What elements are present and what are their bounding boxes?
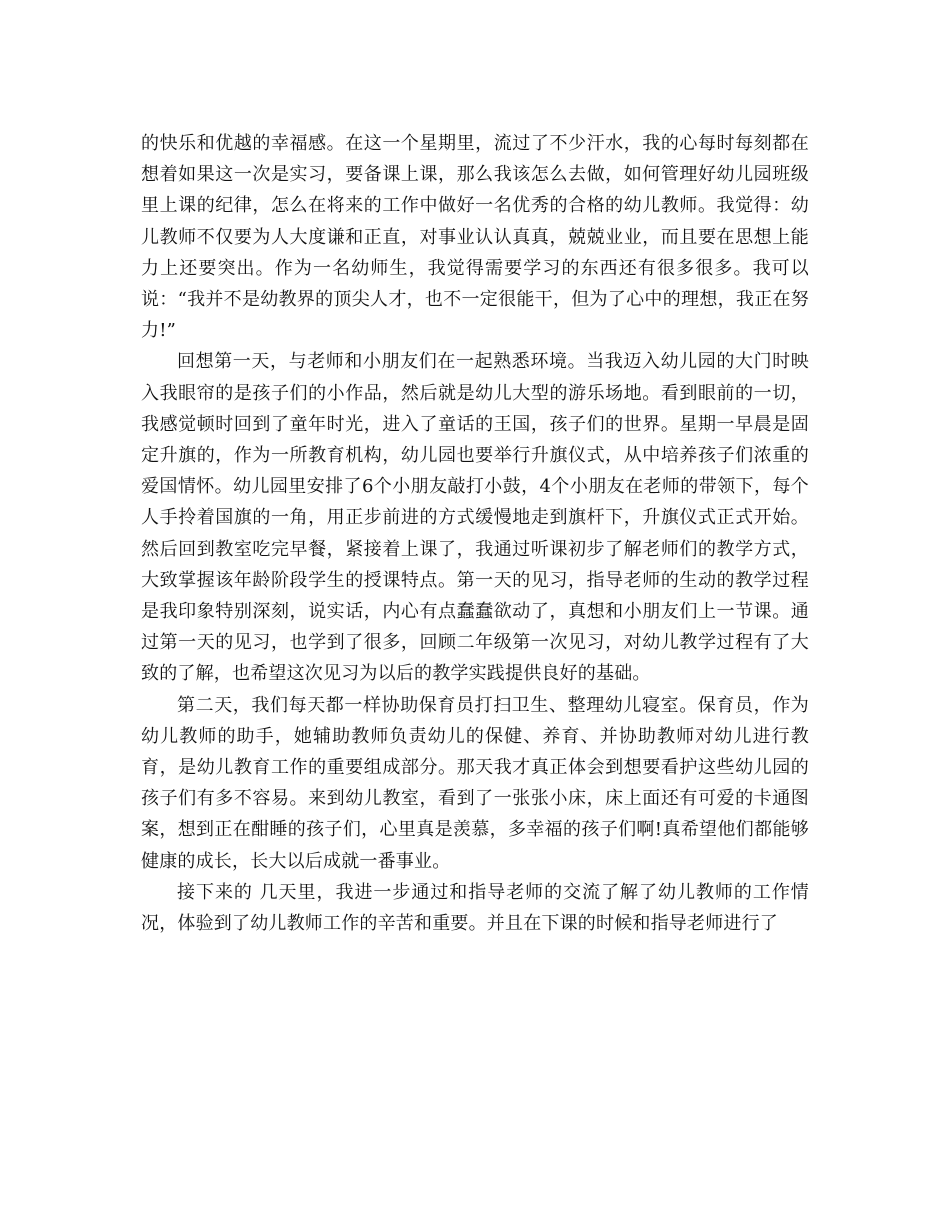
document-body	[141, 128, 809, 939]
paragraph-1: 的快乐和优越的幸福感。在这一个星期里，流过了不少汗水，我的心每时每刻都在想着如果这一次是实习，要备课上课，那么我该怎么去做，如何管理好幼儿园班级里上课的纪律，怎么在将来的工作中做好一名优秀的合格的幼儿教师。我觉得：幼儿教师不仅要为人大度谦和正直，对事业认认真真，兢兢业业，而且要在思想上能力上还要突出。作为一名幼师生，我觉得需要学习的东西还有很多很多。我可以说：“我并不是幼教界的顶尖人才，也不一定很能干，但为了心中的理想，我正在努力!”	[141, 133, 809, 342]
paragraph-4: 接下来的 几天里，我进一步通过和指导老师的交流了解了幼儿教师的工作情况，体验到了幼儿教师工作的辛苦和重要。并且在下课的时候和指导老师进行了	[141, 881, 809, 935]
paragraph-2: 回想第一天，与老师和小朋友们在一起熟悉环境。当我迈入幼儿园的大门时映入我眼帘的是孩子们的小作品，然后就是幼儿大型的游乐场地。看到眼前的一切，我感觉顿时回到了童年时光，进入了童话的王国，孩子们的世界。星期一早晨是固定升旗的，作为一所教育机构，幼儿园也要举行升旗仪式，从中培养孩子们浓重的爱国情怀。幼儿园里安排了6个小朋友敲打小鼓，4个小朋友在老师的带领下，每个人手拎着国旗的一角，用正步前进的方式缓慢地走到旗杆下，升旗仪式正式开始。然后回到教室吃完早餐，紧接着上课了，我通过听课初步了解老师们的教学方式，大致掌握该年龄阶段学生的授课特点。第一天的见习，指导老师的生动的教学过程是我印象特别深刻，说实话，内心有点蠢蠢欲动了，真想和小朋友们上一节课。通过第一天的见习，也学到了很多，回顾二年级第一次见习，对幼儿教学过程有了大致的了解，也希望这次见习为以后的教学实践提供良好的基础。	[141, 351, 809, 685]
paragraph-3: 第二天，我们每天都一样协助保育员打扫卫生、整理幼儿寝室。保育员，作为幼儿教师的助手，她辅助教师负责幼儿的保健、养育、并协助教师对幼儿进行教育，是幼儿教育工作的重要组成部分。那天我才真正体会到想要看护这些幼儿园的孩子们有多不容易。来到幼儿教室，看到了一张张小床，床上面还有可爱的卡通图案，想到正在酣睡的孩子们，心里真是羡慕，多幸福的孩子们啊!真希望他们都能够健康的成长，长大以后成就一番事业。	[141, 694, 809, 872]
